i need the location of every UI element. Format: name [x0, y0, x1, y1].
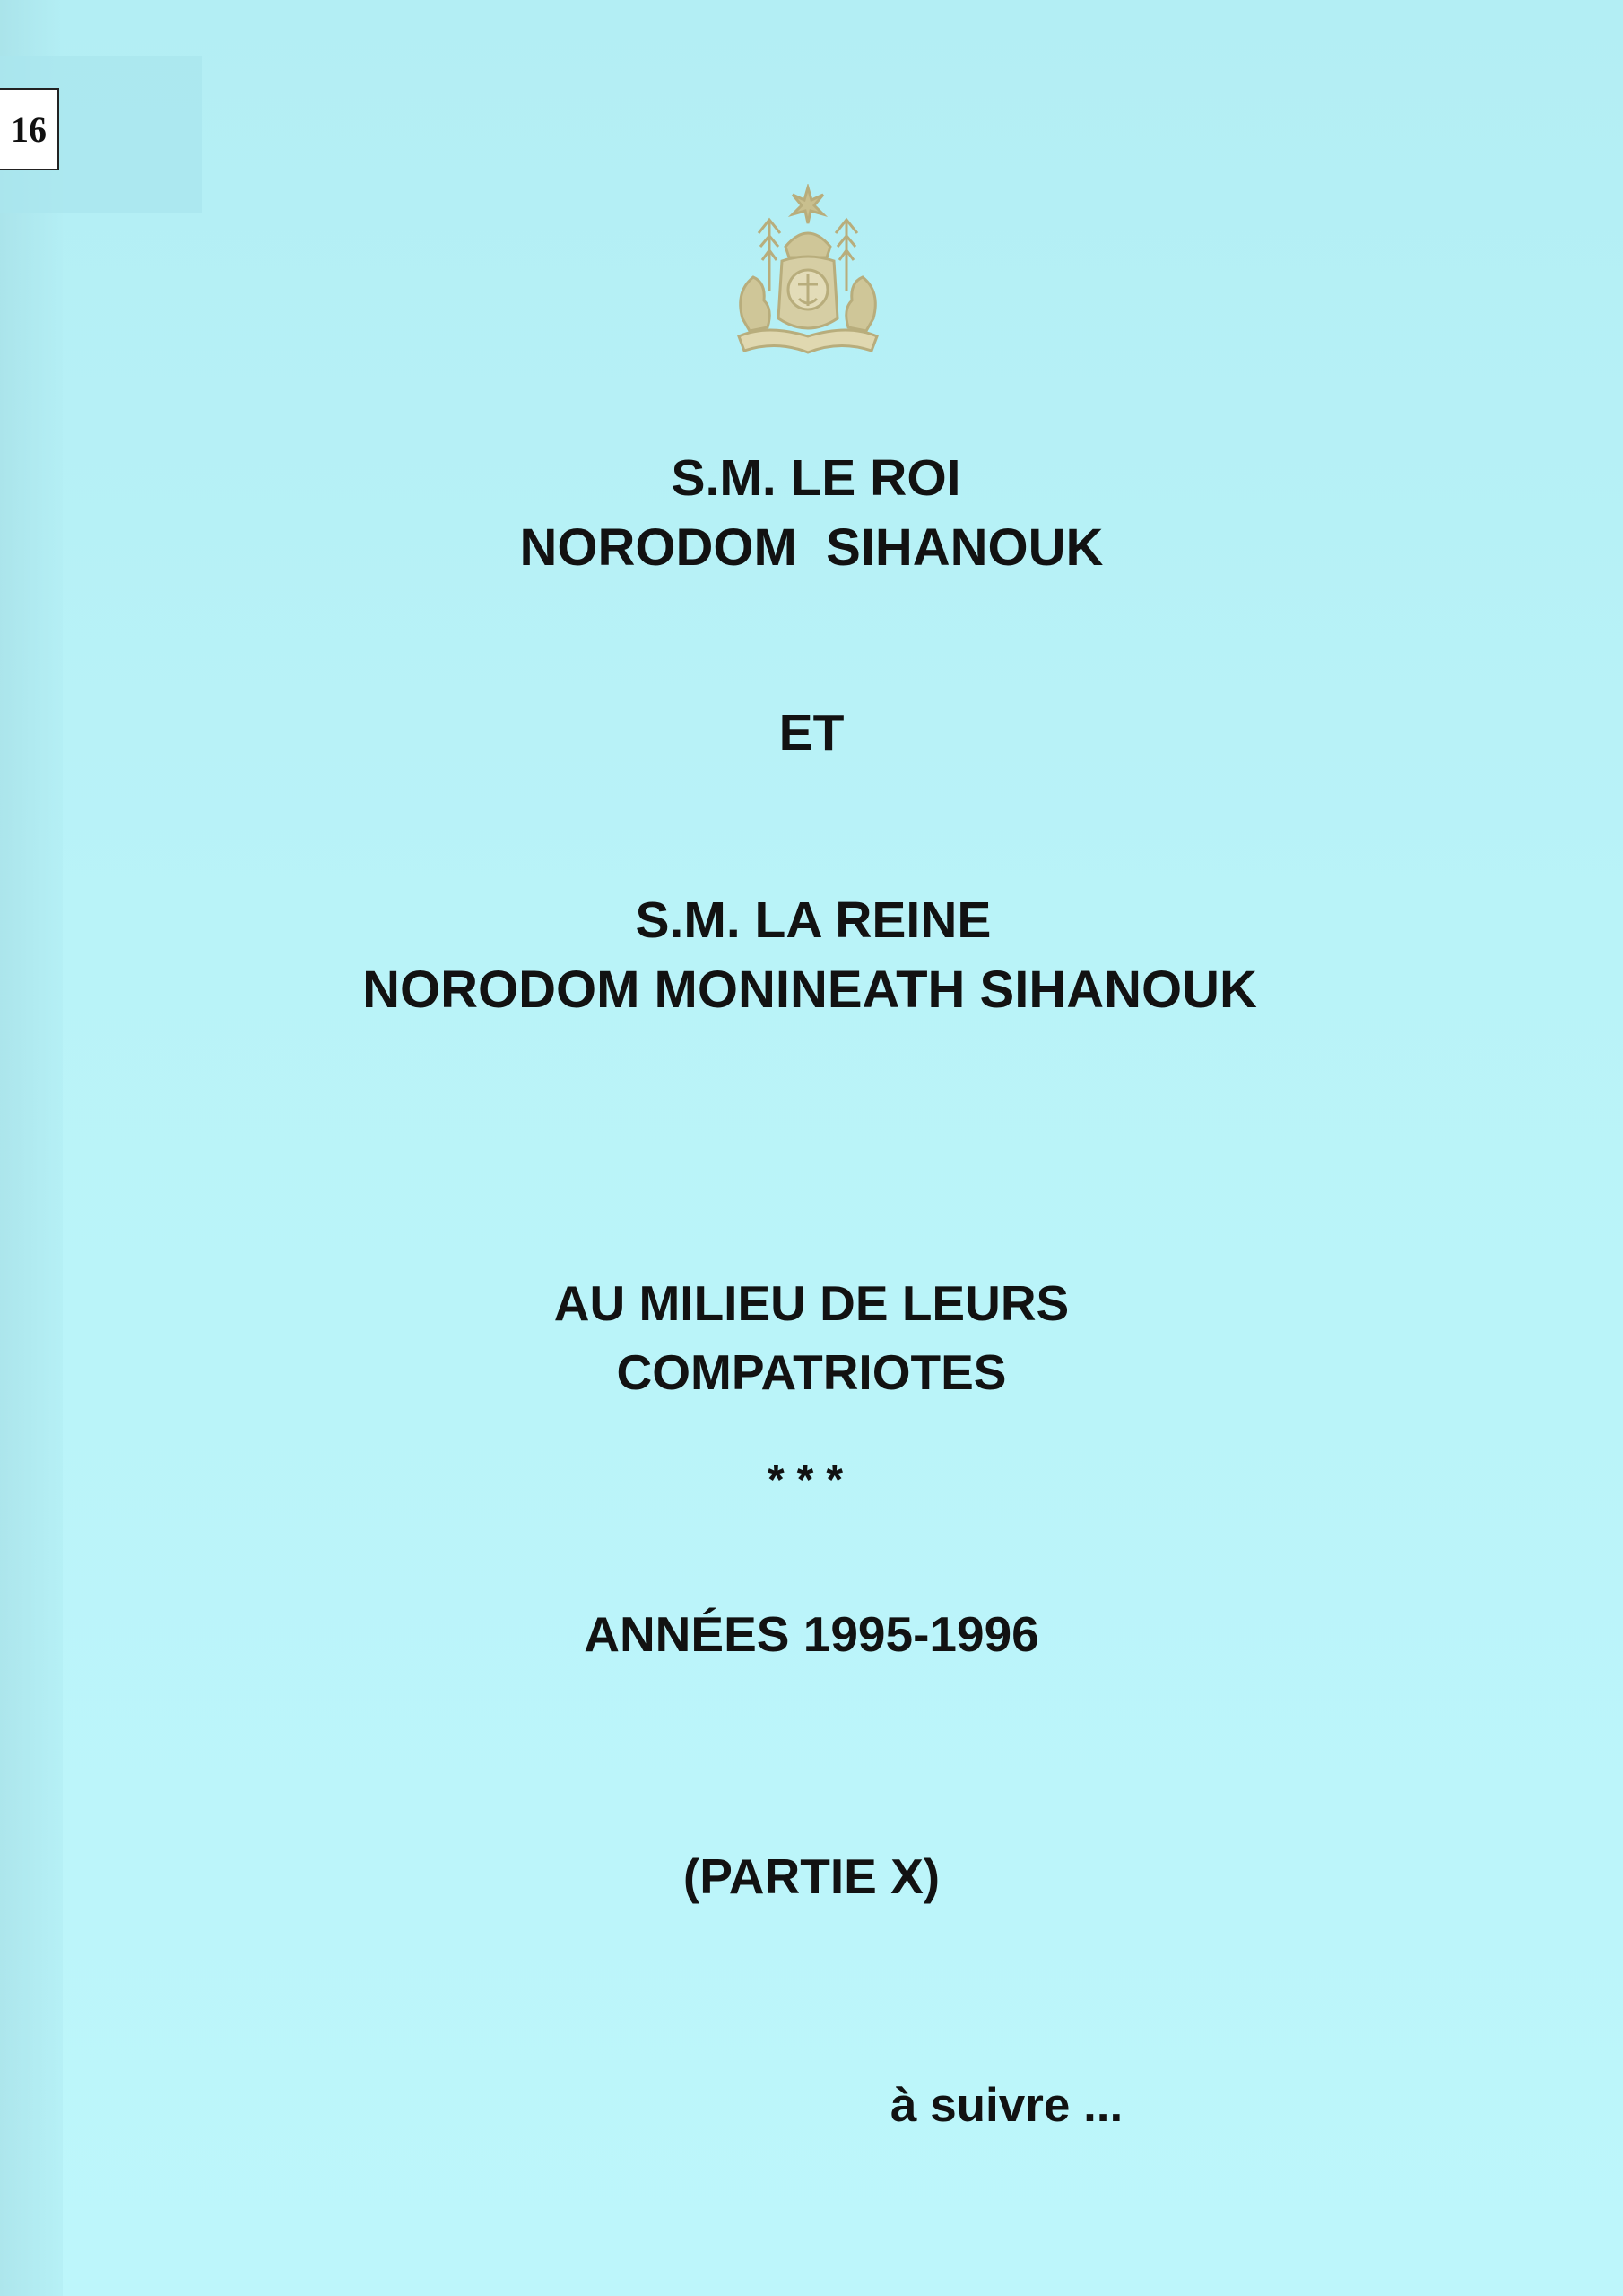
king-name: NORODOM SIHANOUK [519, 518, 1104, 577]
subtitle-line-2: COMPATRIOTES [616, 1344, 1007, 1400]
part-number: (PARTIE X) [682, 1848, 941, 1904]
shelf-label [0, 88, 59, 170]
king-title: S.M. LE ROI [671, 449, 961, 507]
royal-coat-of-arms-icon [723, 184, 893, 363]
years: ANNÉES 1995-1996 [584, 1606, 1039, 1662]
shelf-label-number: 16 [11, 109, 47, 150]
separator-stars: *** [767, 1457, 856, 1504]
binding-edge [0, 0, 63, 2296]
queen-title: S.M. LA REINE [635, 891, 992, 949]
subtitle-line-1: AU MILIEU DE LEURS [553, 1275, 1070, 1331]
continued-note: à suivre ... [890, 2079, 1124, 2132]
queen-name: NORODOM MONINEATH SIHANOUK [362, 961, 1257, 1019]
conjunction: ET [778, 704, 845, 761]
